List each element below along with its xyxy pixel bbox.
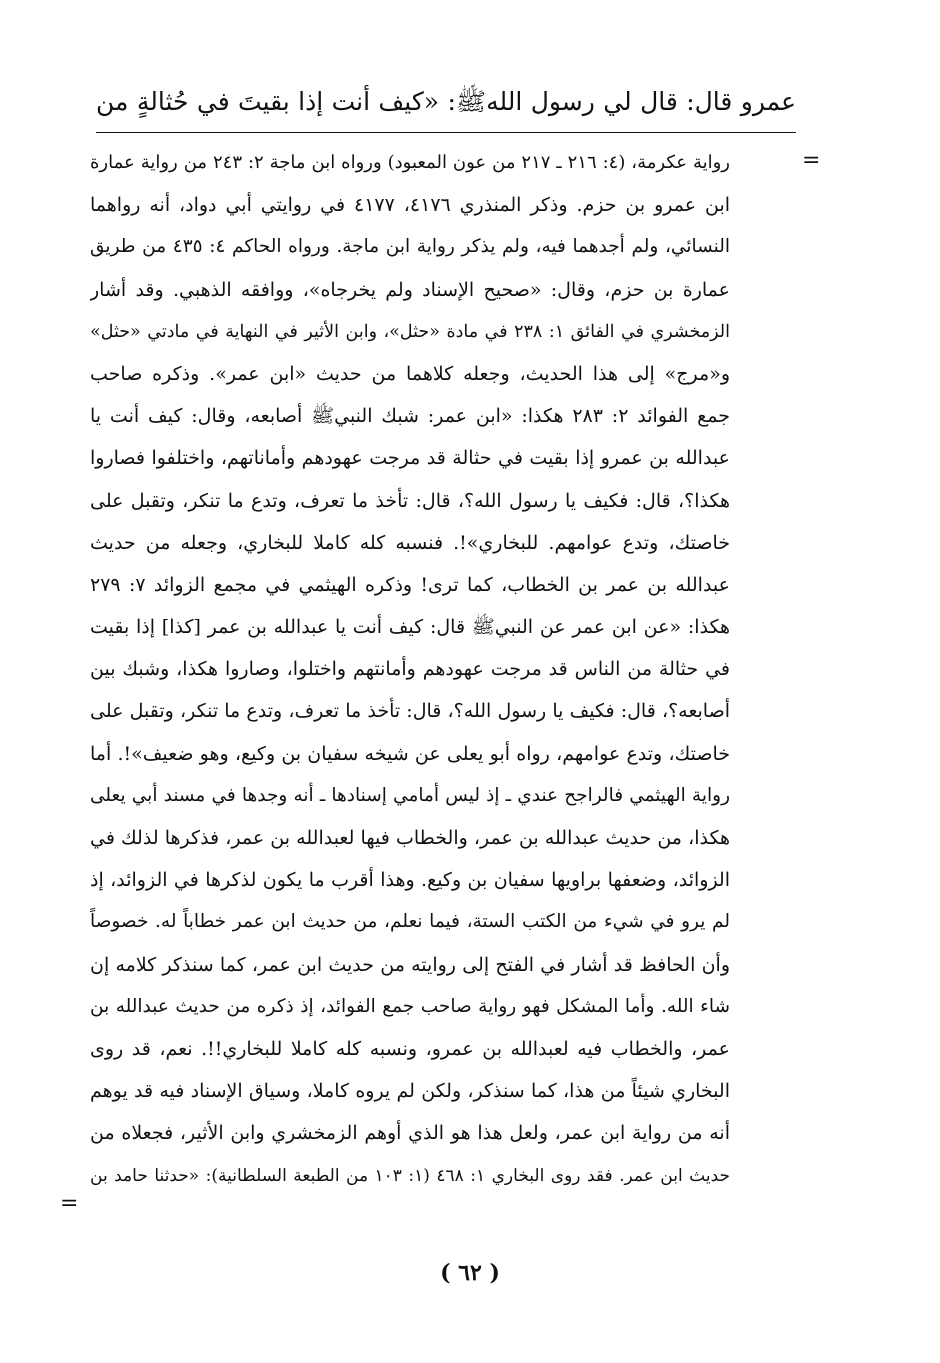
text-line: أصابعه؟، قال: فكيف يا رسول الله؟، قال: تأخذ ما تعرف، وتدع ما تنكر، وتقبل على: [90, 700, 730, 723]
text-line: أنه من رواية ابن عمر، ولعل هذا هو الذي أوهم الزمخشري وابن الأثير، فجعلاه من: [90, 1122, 730, 1145]
text-line: رواية عكرمة، (٤: ٢١٦ ـ ٢١٧ من عون المعبود) ورواه ابن ماجة ٢: ٢٤٣ من رواية عمارة: [90, 152, 730, 173]
text-line: حديث ابن عمر. فقد روى البخاري ١: ٤٦٨ (١: ١٠٣ من الطبعة السلطانية): «حدثنا حامد بن: [90, 1165, 730, 1186]
text-line: النسائي، ولم أجدهما فيه، ولم يذكر رواية ابن ماجة. ورواه الحاكم ٤: ٤٣٥ من طريق: [90, 236, 730, 258]
text-line: خاصتك، وتدع عوامهم، رواه أبو يعلى عن شيخه سفيان بن وكيع، وهو ضعيف»!. أما: [90, 742, 730, 765]
page-number: ( ٦٢ ): [440, 1260, 500, 1286]
text-line: عبدالله بن عمرو إذا بقيت في حثالة قد مرجت عهودهم وأماناتهم، واختلفوا فصاروا: [90, 447, 730, 470]
text-line: في حثالة من الناس قد مرجت عهودهم وأمانتهم واختلوا، وصاروا هكذا، وشبك بين: [90, 658, 730, 681]
text-line: خاصتك، وتدع عوامهم. للبخاري»!. فنسبه كله كاملا للبخاري، وجعله من حديث: [90, 531, 730, 554]
text-line: عمارة بن حزم، وقال: «صحيح الإسناد ولم يخرجاه»، ووافقه الذهبي. وقد أشار: [90, 278, 730, 301]
text-line: الزوائد، وضعفها براويها سفيان بن وكيع. وهذا أقرب ما يكون لذكرها في الزوائد، إذ: [90, 869, 730, 892]
text-line: لم يرو في شيء من الكتب الستة، فيما نعلم، من حديث ابن عمر خطاباً له. خصوصاً: [90, 911, 730, 933]
footnote-body: [90, 142, 730, 1197]
text-line: عبدالله بن عمر بن الخطاب، كما ترى! وذكره الهيثمي في مجمع الزوائد ٧: ٢٧٩: [90, 573, 730, 596]
text-line: وأن الحافظ قد أشار في الفتح إلى روايته من حديث ابن عمر، كما سنذكر كلامه إن: [90, 953, 730, 976]
text-line: شاء الله. وأما المشكل فهو رواية صاحب جمع الفوائد، إذ ذكره من حديث عبدالله بن: [90, 995, 730, 1017]
text-line: رواية الهيثمي فالراجح عندي ـ إذ ليس أمامي إسنادها ـ أنه وجدها في مسند أبي يعلى: [90, 784, 730, 806]
header-rule: [96, 132, 796, 133]
text-line: هكذا، من حديث عبدالله بن عمر، والخطاب فيها لعبدالله بن عمر، فذكرها لذلك في: [90, 827, 730, 849]
text-line: و«مرج» إلى هذا الحديث، وجعله كلاهما من حديث «ابن عمر». وذكره صاحب: [90, 362, 730, 385]
page-header-text: عمرو قال: قال لي رسول اللهﷺ: «كيف أنت إذا بقيتَ في حُثالةٍ من: [96, 87, 796, 116]
continuation-mark-top: =: [802, 148, 821, 173]
text-line: هكذا: «عن ابن عمر عن النبيﷺ قال: كيف أنت يا عبدالله بن عمر [كذا] إذا بقيت: [90, 616, 730, 639]
continuation-mark-bottom: =: [60, 1191, 79, 1216]
text-line: هكذا؟، قال: فكيف يا رسول الله؟، قال: تأخذ ما تعرف، وتدع ما تنكر، وتقبل على: [90, 489, 730, 512]
text-line: عمر، والخطاب فيه لعبدالله بن عمرو، ونسبه كله كاملا للبخاري!!. نعم، قد روى: [90, 1037, 730, 1060]
text-line: البخاري شيئاً من هذا، كما سنذكر، ولكن لم يروه كاملا، وسياق الإسناد فيه قد يوهم: [90, 1080, 730, 1103]
text-line: جمع الفوائد ٢: ٢٨٣ هكذا: «ابن عمر: شبك النبيﷺ أصابعه، وقال: كيف أنت يا: [90, 405, 730, 428]
text-line: ابن عمرو بن حزم. وذكر المنذري ٤١٧٦، ٤١٧٧ في روايتي أبي دواد، أنه رواهما: [90, 194, 730, 217]
text-line: الزمخشري في الفائق ١: ٢٣٨ في مادة «حثل»، وابن الأثير في النهاية في مادتي «حثل»: [90, 321, 730, 342]
